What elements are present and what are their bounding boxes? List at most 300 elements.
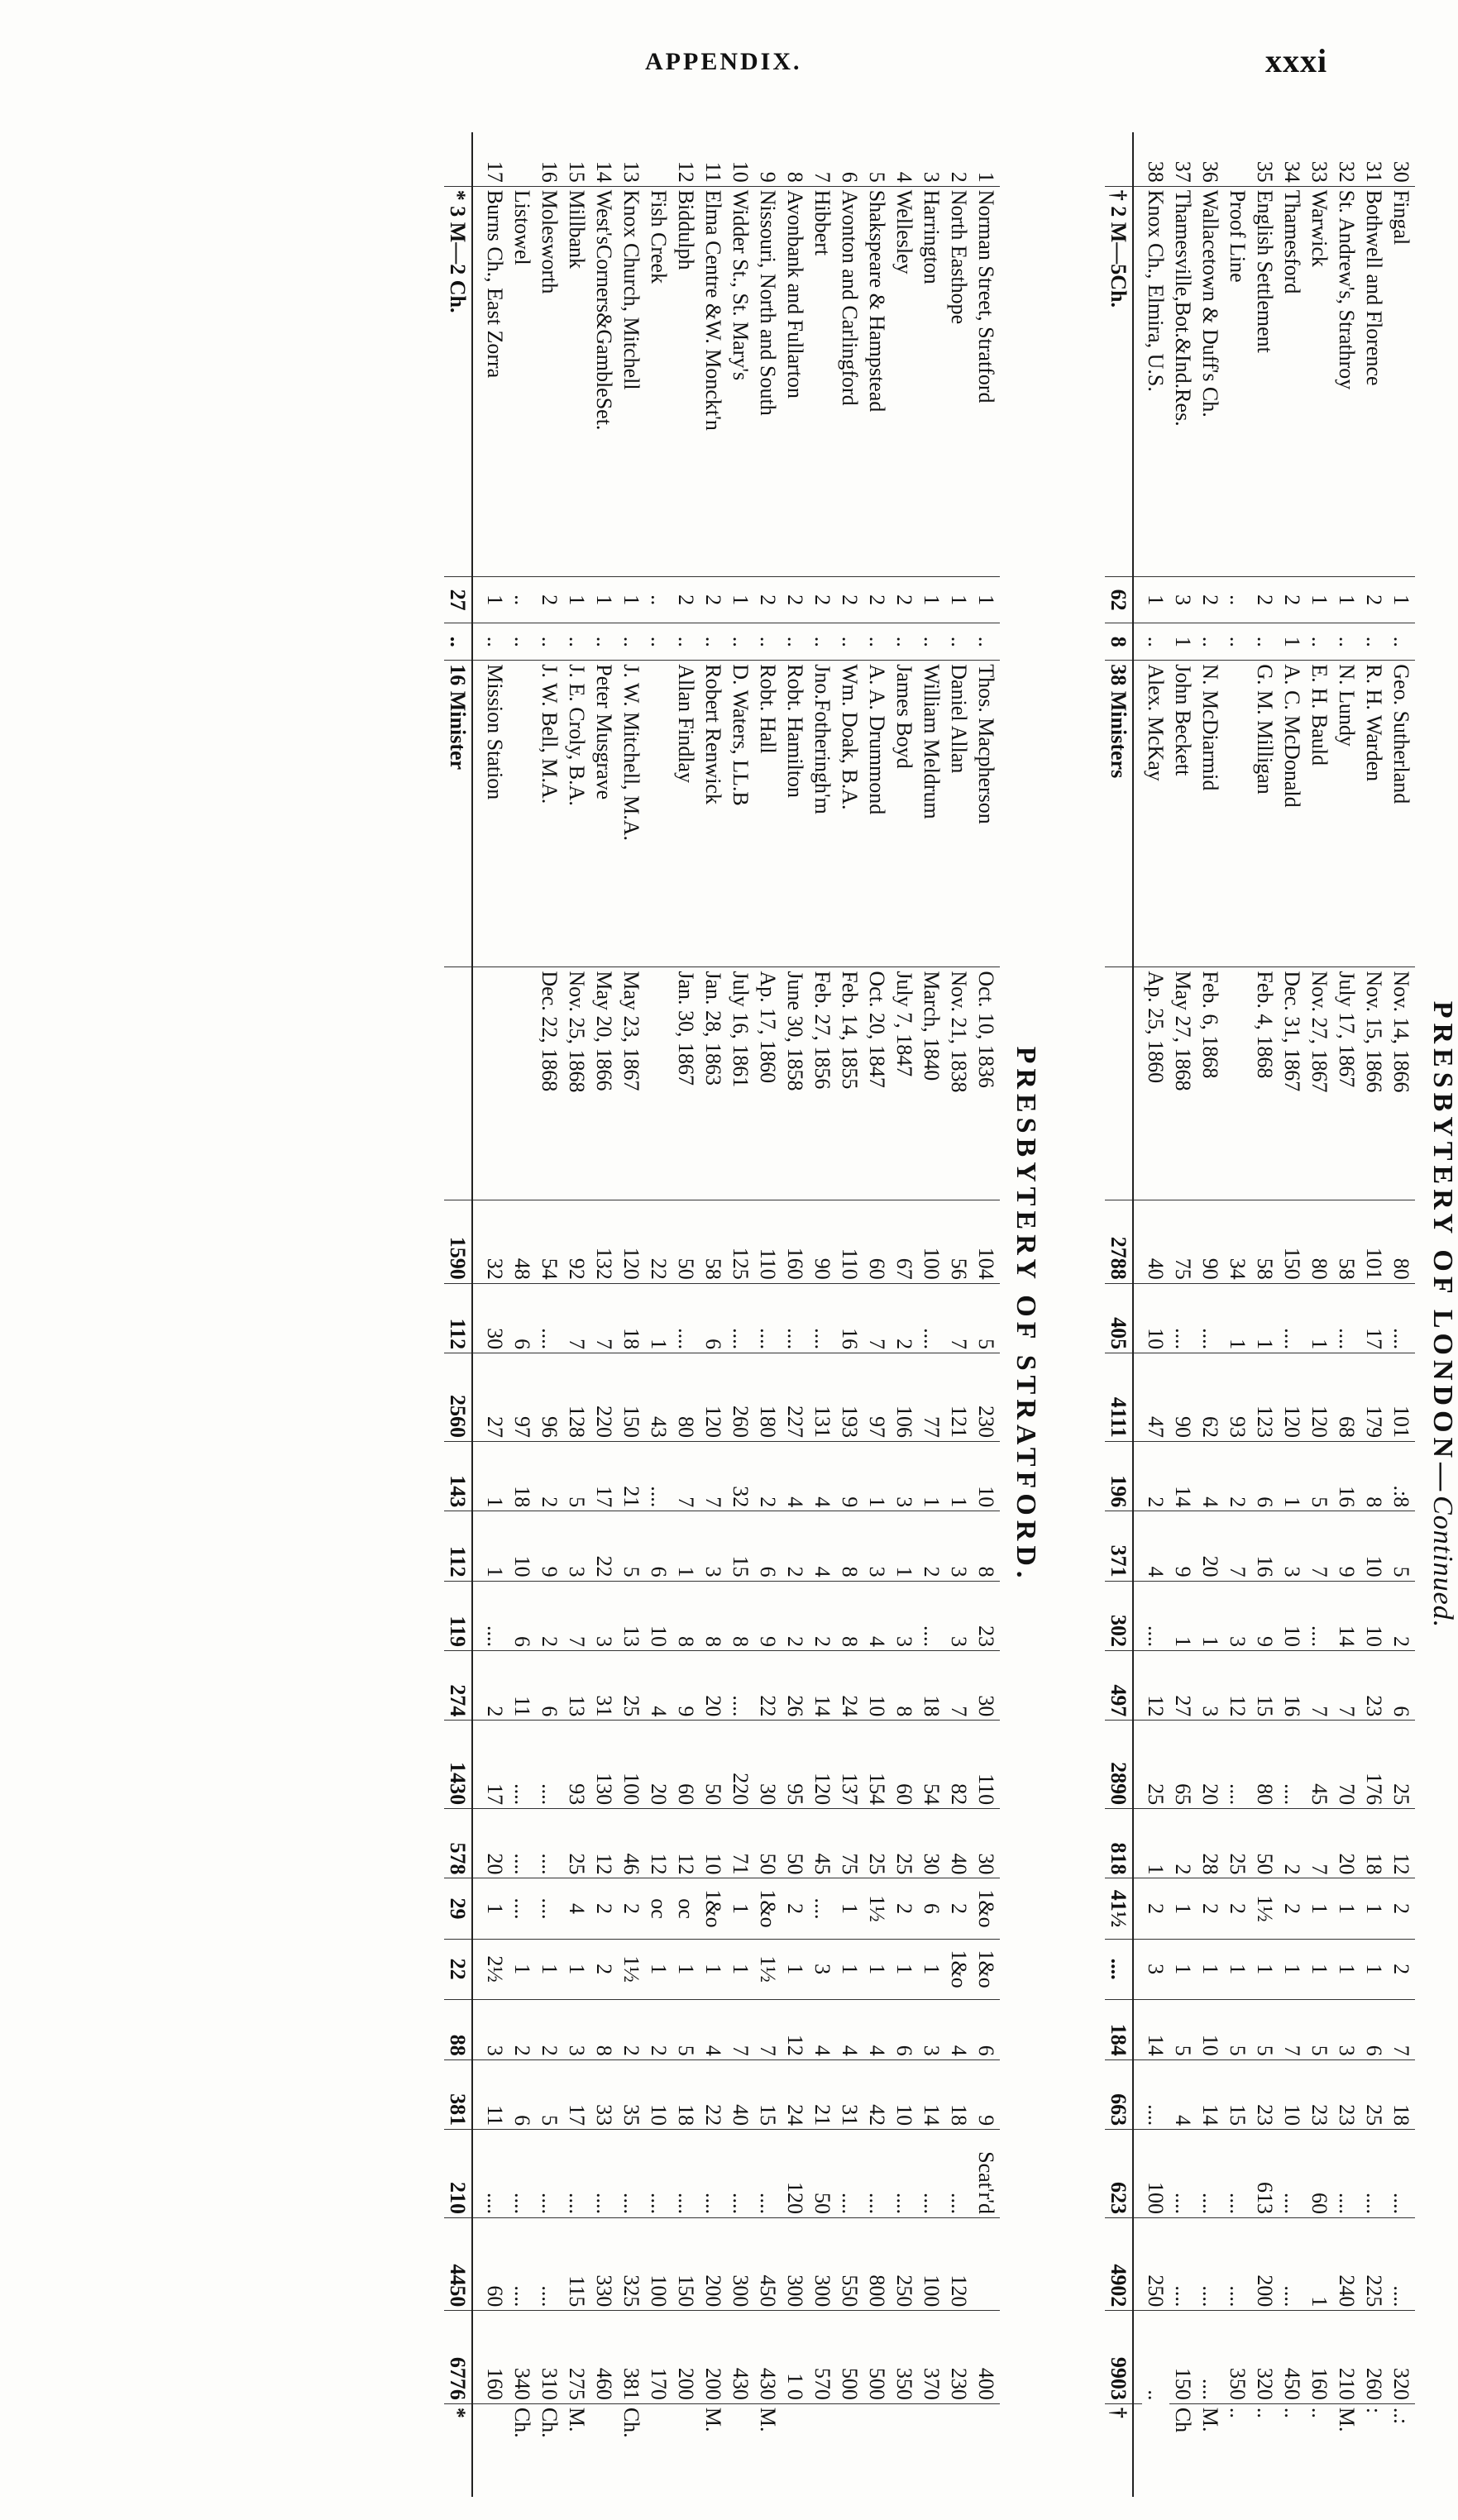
table-cell: .... — [672, 2130, 700, 2218]
table-cell: 9 — [1169, 1511, 1197, 1581]
table-cell: Nov. 14, 1866 — [1388, 967, 1415, 1200]
table-cell: 2 — [918, 1511, 945, 1581]
table-cell: 5 — [1388, 1511, 1415, 1581]
table-cell: .... — [1333, 1283, 1360, 1353]
table-cell: 96 — [536, 1353, 563, 1442]
table-cell: 3 — [809, 1939, 836, 1999]
stratford-row — [563, 132, 590, 2497]
table-cell: July 16, 1861 — [727, 967, 754, 1200]
table-cell — [645, 132, 672, 186]
table-cell: 15 — [727, 1511, 754, 1581]
table-cell: July 7, 1847 — [891, 967, 918, 1200]
table-cell: 13 — [563, 1650, 590, 1720]
table-cell: 200 — [1251, 2217, 1279, 2310]
table-cell: .... — [1360, 2130, 1388, 2218]
total-cell: 623 — [1105, 2130, 1133, 2218]
table-cell — [509, 967, 536, 1200]
total-cell: .... — [1105, 1939, 1133, 1999]
total-cell: 41½ — [1105, 1878, 1133, 1939]
table-cell: 12 — [1142, 1650, 1169, 1720]
table-cell: 37 — [1171, 160, 1195, 183]
table-cell: .... — [563, 2130, 590, 2218]
table-cell: 50 — [700, 1721, 727, 1809]
table-cell: M. — [754, 2403, 782, 2497]
table-cell: 1 — [536, 1939, 563, 1999]
table-cell: 2 — [1197, 1878, 1224, 1939]
table-cell: Thamesville,Bot.&Ind.Res. — [1169, 186, 1197, 576]
table-cell: 60 — [891, 1721, 918, 1809]
table-cell: .. — [590, 623, 618, 661]
table-cell: 1 — [1142, 577, 1169, 623]
table-cell: 43 — [645, 1353, 672, 1442]
table-cell: 104 — [973, 1200, 1000, 1283]
table-cell: 3 — [920, 171, 944, 183]
total-cell: 4450 — [444, 2217, 472, 2310]
table-cell: .. — [945, 623, 973, 661]
table-cell: .... — [1388, 2130, 1415, 2218]
table-cell: Mission Station — [481, 661, 509, 967]
table-cell: .. — [1224, 2403, 1251, 2497]
total-cell: 196 — [1105, 1441, 1133, 1511]
table-cell: 25 — [863, 1809, 891, 1878]
table-cell: .. — [809, 623, 836, 661]
table-cell: 1 — [481, 1511, 509, 1581]
london-title-continued: Continued. — [1427, 1496, 1458, 1629]
london-row — [1388, 132, 1415, 2497]
table-cell: 1 — [1333, 1939, 1360, 1999]
table-cell: 1 — [1360, 1878, 1388, 1939]
table-cell: .... — [509, 1809, 536, 1878]
table-cell: .. — [1142, 2311, 1169, 2403]
table-cell: 58 — [700, 1200, 727, 1283]
table-cell: 23 — [1251, 2059, 1279, 2129]
total-cell: 112 — [444, 1511, 472, 1581]
table-cell: 125 — [727, 1200, 754, 1283]
table-cell: Biddulph — [672, 186, 700, 576]
total-cell: 4902 — [1105, 2217, 1133, 2310]
table-cell: 1 — [1224, 1939, 1251, 1999]
table-cell: 2 — [1142, 1441, 1169, 1511]
table-cell: 54 — [536, 1200, 563, 1283]
table-cell: .... — [945, 2130, 973, 2218]
table-cell: .. — [536, 623, 563, 661]
stratford-table — [444, 132, 1000, 2497]
table-cell: 80 — [1306, 1200, 1333, 1283]
table-cell: Robert Renwick — [700, 661, 727, 967]
table-cell: 100 — [918, 2217, 945, 2310]
table-cell: 20 — [1333, 1809, 1360, 1878]
table-cell: .... — [509, 1721, 536, 1809]
table-cell: Dec. 22, 1868 — [536, 967, 563, 1200]
table-cell: 1 — [645, 1939, 672, 1999]
table-cell: Harrington — [918, 186, 945, 576]
table-cell: 131 — [809, 1353, 836, 1442]
table-cell: 1 — [1306, 1939, 1333, 1999]
table-cell: 60 — [863, 1200, 891, 1283]
table-cell: Oct. 10, 1836 — [973, 967, 1000, 1200]
table-cell: 48 — [509, 1200, 536, 1283]
table-cell: 1½ — [863, 1878, 891, 1939]
table-cell: .... — [727, 1650, 754, 1720]
table-cell: J. E. Croly, B.A. — [563, 661, 590, 967]
table-cell: 2 — [1388, 1581, 1415, 1650]
table-cell: 18 — [1360, 1809, 1388, 1878]
table-cell: 800 — [863, 2217, 891, 2310]
table-cell: 1 — [1279, 1441, 1306, 1511]
table-cell: Robt. Hall — [754, 661, 782, 967]
table-cell: Daniel Allan — [945, 661, 973, 967]
table-cell: 10 — [645, 2059, 672, 2129]
stratford-row — [672, 132, 700, 2497]
table-cell — [481, 967, 509, 1200]
table-cell: J. W. Bell, M.A. — [536, 661, 563, 967]
london-row — [1251, 132, 1279, 2497]
table-cell: .. — [1224, 623, 1251, 661]
table-cell: 2 — [1142, 1878, 1169, 1939]
table-cell: 90 — [1169, 1353, 1197, 1442]
table-cell: Alex. McKay — [1142, 661, 1169, 967]
table-cell: 16 — [836, 1283, 863, 1353]
table-cell: 4 — [563, 1878, 590, 1939]
table-cell: 20 — [645, 1721, 672, 1809]
table-cell: 1 — [481, 1878, 509, 1939]
total-cell: 4111 — [1105, 1353, 1133, 1442]
table-cell: 200 — [700, 2311, 727, 2403]
table-cell: 24 — [836, 1650, 863, 1720]
table-cell: Peter Musgrave — [590, 661, 618, 967]
table-cell: 31 — [1362, 160, 1386, 183]
table-cell: .. — [645, 623, 672, 661]
stratford-row — [590, 132, 618, 2497]
table-cell: 8 — [836, 1511, 863, 1581]
table-cell — [891, 2403, 918, 2497]
table-cell: .... — [509, 2217, 536, 2310]
table-cell: 80 — [1388, 1200, 1415, 1283]
stratford-section-title — [1010, 132, 1041, 2497]
table-cell: 200 — [700, 2217, 727, 2310]
table-cell: 6 — [645, 1511, 672, 1581]
table-cell: 2 — [809, 1581, 836, 1650]
table-cell: 9 — [836, 1441, 863, 1511]
total-cell: 62 — [1105, 577, 1133, 623]
total-cell: 29 — [444, 1878, 472, 1939]
table-cell: 3 — [1333, 1999, 1360, 2059]
table-cell: 1 — [1306, 1283, 1333, 1353]
table-cell: .... — [509, 2130, 536, 2218]
table-cell: 230 — [945, 2311, 973, 2403]
table-cell: 110 — [836, 1200, 863, 1283]
table-cell: Jno.Fotheringh'm — [809, 661, 836, 967]
table-cell: 5 — [563, 1441, 590, 1511]
table-cell: .... — [918, 1283, 945, 1353]
stratford-row — [863, 132, 891, 2497]
table-cell: .... — [782, 1283, 809, 1353]
table-cell: .... — [645, 1441, 672, 1511]
table-cell: Proof Line — [1224, 186, 1251, 576]
table-cell: 6 — [973, 1999, 1000, 2059]
table-cell: Allan Findlay — [672, 661, 700, 967]
table-cell: .... — [509, 1878, 536, 1939]
table-cell: M. — [1333, 2403, 1360, 2497]
total-cell: 405 — [1105, 1283, 1133, 1353]
table-cell: 4 — [892, 171, 916, 183]
table-cell: M. — [563, 2403, 590, 2497]
table-cell: 25 — [563, 1809, 590, 1878]
table-cell: 1 0 — [782, 2311, 809, 2403]
table-cell: 430 — [754, 2311, 782, 2403]
table-cell: 60 — [481, 2217, 509, 2310]
table-cell — [782, 2403, 809, 2497]
table-cell: 230 — [973, 1353, 1000, 1442]
total-cell: 818 — [1105, 1809, 1133, 1878]
table-cell: 9 — [672, 1650, 700, 1720]
table-cell: 300 — [809, 2217, 836, 2310]
table-cell: Shakspeare & Hampstead — [863, 186, 891, 576]
table-cell: 330 — [590, 2217, 618, 2310]
table-cell: Knox Church, Mitchell — [618, 186, 645, 576]
table-cell: 21 — [809, 2059, 836, 2129]
table-cell: .... — [1279, 2130, 1306, 2218]
table-cell: .... — [481, 1581, 509, 1650]
table-cell: 160 — [782, 1200, 809, 1283]
table-cell: 4 — [1169, 2059, 1197, 2129]
table-cell: 65 — [1169, 1721, 1197, 1809]
table-cell: May 20, 1866 — [590, 967, 618, 1200]
table-cell: 14 — [918, 2059, 945, 2129]
table-cell: 2 — [672, 577, 700, 623]
table-cell: .... — [1197, 2130, 1224, 2218]
table-cell: 100 — [1142, 2130, 1169, 2218]
table-cell: 25 — [618, 1650, 645, 1720]
table-cell: 1 — [1333, 577, 1360, 623]
table-cell: 6 — [838, 171, 862, 183]
table-cell: .. — [645, 577, 672, 623]
table-cell: 30 — [481, 1283, 509, 1353]
table-cell: 106 — [891, 1353, 918, 1442]
table-cell: 17 — [590, 1441, 618, 1511]
table-cell: 2 — [536, 577, 563, 623]
table-cell: 310 — [536, 2311, 563, 2403]
table-cell: 23 — [973, 1581, 1000, 1650]
table-cell: 8 — [700, 1581, 727, 1650]
table-cell: 500 — [836, 2311, 863, 2403]
table-cell — [645, 661, 672, 967]
table-cell — [645, 967, 672, 1200]
table-cell — [509, 661, 536, 967]
table-cell: 3 — [1224, 1581, 1251, 1650]
table-cell: Avonbank and Fullarton — [782, 186, 809, 576]
table-cell: 1 — [836, 1878, 863, 1939]
table-cell: .... — [809, 1878, 836, 1939]
table-cell: 7 — [1224, 1511, 1251, 1581]
table-cell: .. — [1197, 623, 1224, 661]
table-cell: 17 — [483, 160, 507, 183]
table-cell: 4 — [863, 1581, 891, 1650]
table-cell: 31 — [590, 1650, 618, 1720]
table-cell — [590, 2403, 618, 2497]
table-cell: 2 — [481, 1650, 509, 1720]
table-cell: Nov. 27, 1867 — [1306, 967, 1333, 1200]
table-cell: 23 — [1306, 2059, 1333, 2129]
table-cell: 123 — [1251, 1353, 1279, 1442]
table-cell: 300 — [782, 2217, 809, 2310]
table-cell: 9 — [1333, 1511, 1360, 1581]
table-cell: Norman Street, Stratford — [973, 186, 1000, 576]
table-cell: 22 — [754, 1650, 782, 1720]
table-cell: 2 — [891, 1283, 918, 1353]
table-cell: .... — [1333, 2130, 1360, 2218]
table-cell: 8 — [590, 1999, 618, 2059]
table-cell: 7 — [727, 1999, 754, 2059]
table-cell: 15 — [1224, 2059, 1251, 2129]
table-cell: 18 — [509, 1441, 536, 1511]
table-cell: 6 — [509, 2059, 536, 2129]
table-cell: 17 — [563, 2059, 590, 2129]
table-cell: Ch — [1169, 2403, 1197, 2497]
table-cell: 2 — [509, 1999, 536, 2059]
total-cell: 112 — [444, 1283, 472, 1353]
table-cell: Listowel — [509, 186, 536, 576]
table-cell: .... — [727, 1283, 754, 1353]
stratford-row — [645, 132, 672, 2497]
london-table — [1105, 132, 1415, 2497]
table-cell: oc — [645, 1878, 672, 1939]
stratford-row — [973, 132, 1000, 2497]
table-cell: .. — [836, 623, 863, 661]
table-cell: 2 — [1388, 1939, 1415, 1999]
table-cell: Thos. Macpherson — [973, 661, 1000, 967]
table-cell: .. — [1333, 623, 1360, 661]
table-cell: 1½ — [1251, 1878, 1279, 1939]
table-cell: 120 — [1306, 1353, 1333, 1442]
table-cell: 14 — [1169, 1441, 1197, 1511]
table-cell: 58 — [1333, 1200, 1360, 1283]
table-cell: .... — [1224, 2130, 1251, 2218]
table-cell: 1½ — [754, 1939, 782, 1999]
table-cell: 2 — [590, 1878, 618, 1939]
table-cell: 18 — [672, 2059, 700, 2129]
table-cell: 4 — [700, 1999, 727, 2059]
table-cell: 120 — [700, 1353, 727, 1442]
table-cell: 11 — [509, 1650, 536, 1720]
table-cell: .... — [1279, 1283, 1306, 1353]
total-cell: 88 — [444, 1999, 472, 2059]
table-cell: 3 — [1197, 1650, 1224, 1720]
table-cell: 20 — [700, 1650, 727, 1720]
stratford-row — [481, 132, 509, 2497]
table-cell: 60 — [672, 1721, 700, 1809]
table-cell — [945, 2403, 973, 2497]
table-cell: 4 — [809, 1999, 836, 2059]
table-cell: 154 — [863, 1721, 891, 1809]
table-cell: 150 — [1279, 1200, 1306, 1283]
table-cell: 1 — [590, 577, 618, 623]
table-cell: 75 — [1169, 1200, 1197, 1283]
london-row — [1197, 132, 1224, 2497]
table-cell: Wallacetown & Duff's Ch. — [1197, 186, 1224, 576]
table-cell: .... — [1224, 1721, 1251, 1809]
table-cell: M. — [1197, 2403, 1224, 2497]
table-cell: 50 — [672, 1200, 700, 1283]
table-cell: 20 — [1197, 1511, 1224, 1581]
table-cell: 1 — [618, 577, 645, 623]
table-cell: 1 — [945, 1441, 973, 1511]
table-cell: 45 — [809, 1809, 836, 1878]
total-cell: 143 — [444, 1441, 472, 1511]
table-cell: 5 — [1306, 1999, 1333, 2059]
table-cell: 93 — [563, 1721, 590, 1809]
table-cell: 1 — [563, 577, 590, 623]
table-cell: 260 — [1360, 2311, 1388, 2403]
table-cell: 10 — [729, 160, 753, 183]
table-cell: 170 — [645, 2311, 672, 2403]
table-cell: .. — [1224, 577, 1251, 623]
table-cell: 132 — [590, 1200, 618, 1283]
table-cell: 2 — [1279, 577, 1306, 623]
table-cell: 2 — [1360, 577, 1388, 623]
table-cell: 2 — [536, 1441, 563, 1511]
table-cell: 12 — [672, 1809, 700, 1878]
table-cell: .. — [481, 623, 509, 661]
table-cell: July 17, 1867 — [1333, 967, 1360, 1200]
table-cell: 12 — [674, 160, 698, 183]
table-cell: 8 — [973, 1511, 1000, 1581]
table-cell: Wm. Doak, B.A. — [836, 661, 863, 967]
table-cell: 10 — [645, 1581, 672, 1650]
table-cell: 2 — [536, 1581, 563, 1650]
table-cell: 40 — [945, 1809, 973, 1878]
table-cell: .. — [700, 623, 727, 661]
table-cell: 7 — [700, 1441, 727, 1511]
table-cell: 5 — [618, 1511, 645, 1581]
table-cell: 1 — [918, 577, 945, 623]
table-cell: 8 — [783, 171, 807, 183]
table-cell: May 23, 1867 — [618, 967, 645, 1200]
table-cell: .. — [509, 623, 536, 661]
table-cell: 2 — [700, 577, 727, 623]
table-cell: 1 — [863, 1939, 891, 1999]
stratford-title-text: PRESBYTERY OF STRATFORD. — [1011, 1046, 1041, 1583]
table-cell: 10 — [1279, 2059, 1306, 2129]
table-cell: Nov. 25, 1868 — [563, 967, 590, 1200]
table-cell: 5 — [1169, 1999, 1197, 2059]
table-cell: 24 — [782, 2059, 809, 2129]
table-cell: 1 — [672, 1511, 700, 1581]
total-cell: 119 — [444, 1581, 472, 1650]
table-cell: 20 — [481, 1809, 509, 1878]
table-cell: 12 — [782, 1999, 809, 2059]
table-cell: 2 — [782, 1511, 809, 1581]
table-cell: .:8 — [1388, 1441, 1415, 1511]
table-cell: 1 — [918, 1441, 945, 1511]
rotated-register — [118, 132, 1458, 2497]
table-cell: 2 — [782, 1581, 809, 1650]
table-cell: .... — [590, 2130, 618, 2218]
table-cell: 34 — [1280, 160, 1304, 183]
table-cell: 30 — [754, 1721, 782, 1809]
table-cell: 28 — [1197, 1809, 1224, 1878]
table-cell — [1224, 661, 1251, 967]
table-cell: .. — [563, 623, 590, 661]
table-cell: Warwick — [1306, 186, 1333, 576]
table-cell: 62 — [1197, 1353, 1224, 1442]
table-cell: 6 — [1251, 1441, 1279, 1511]
table-cell: 7 — [1388, 1999, 1415, 2059]
table-cell: 176 — [1360, 1721, 1388, 1809]
table-cell: Burns Ch., East Zorra — [481, 186, 509, 576]
table-cell: 6 — [754, 1511, 782, 1581]
table-cell: 46 — [618, 1809, 645, 1878]
